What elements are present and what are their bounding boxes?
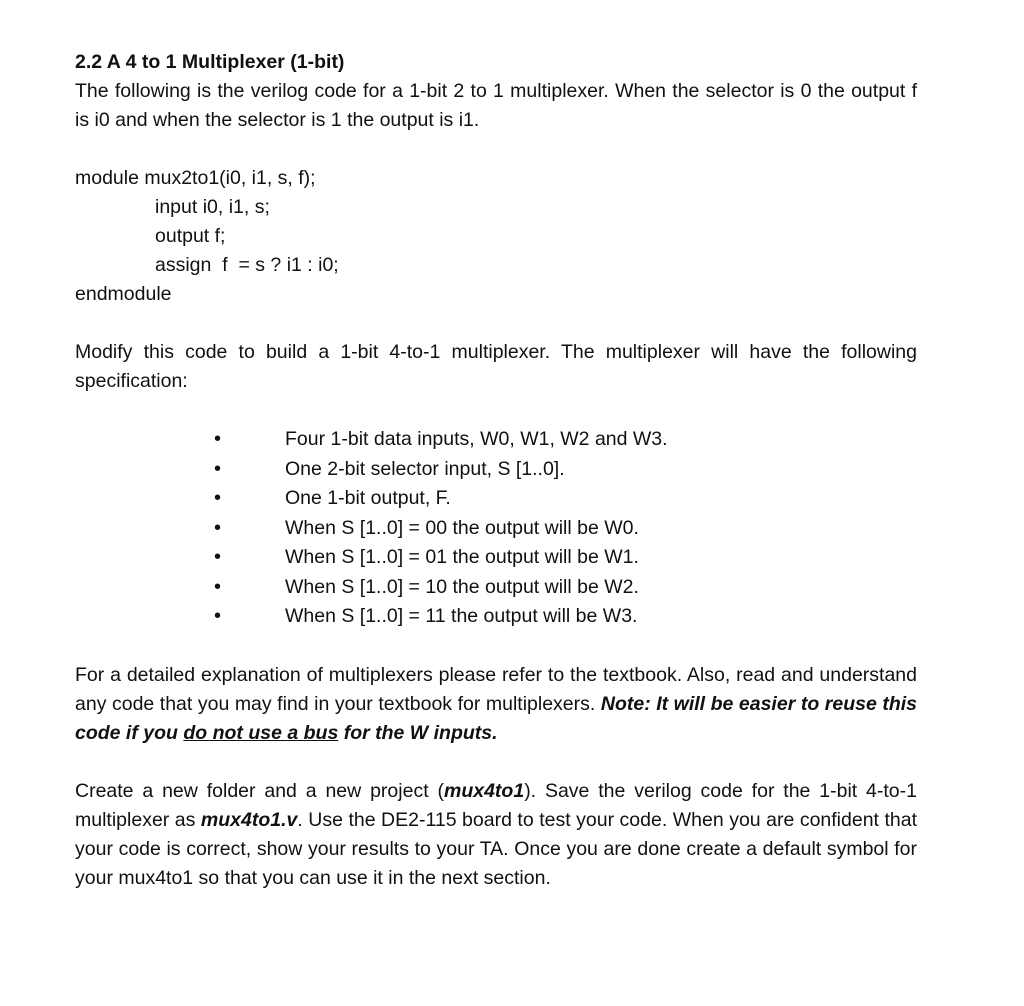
spec-item-text: One 1-bit output, F. bbox=[285, 487, 451, 509]
create-text-3: . Use the DE2-115 board to test your code. When you are confident that your code is correct, show your results to your TA. Once you are done create a default symbol for your mux4to1 so that you can use it in the next section. bbox=[75, 808, 917, 889]
section-heading: 2.2 A 4 to 1 Multiplexer (1-bit) bbox=[75, 51, 345, 73]
spec-item-text: When S [1..0] = 00 the output will be W0. bbox=[285, 516, 639, 539]
create-paragraph bbox=[75, 777, 917, 893]
bullet-icon: • bbox=[214, 516, 222, 539]
spec-item bbox=[75, 455, 917, 485]
code-line-output: output f; bbox=[155, 225, 226, 247]
code-line-endmodule: endmodule bbox=[75, 283, 172, 305]
spec-item bbox=[75, 484, 917, 514]
spec-item-text: When S [1..0] = 10 the output will be W2. bbox=[285, 575, 639, 598]
bullet-icon: • bbox=[214, 428, 222, 450]
spec-item bbox=[75, 514, 917, 544]
note-text: It will be easier to reuse this code if you bbox=[75, 692, 917, 744]
code-line-module: module mux2to1(i0, i1, s, f); bbox=[75, 167, 316, 189]
note-underlined-text: do not use a bus bbox=[183, 721, 339, 744]
bullet-icon: • bbox=[214, 546, 222, 568]
note-label: Note: bbox=[600, 692, 651, 715]
bullet-icon: • bbox=[214, 605, 222, 627]
spec-item-text: When S [1..0] = 01 the output will be W1. bbox=[285, 546, 639, 568]
spec-item-text: When S [1..0] = 11 the output will be W3. bbox=[285, 605, 638, 627]
modify-paragraph: Modify this code to build a 1-bit 4-to-1 multiplexer. The multiplexer will have the following specification: bbox=[75, 341, 917, 392]
code-line-input: input i0, i1, s; bbox=[155, 196, 270, 218]
verilog-code-block bbox=[75, 164, 917, 309]
bullet-icon: • bbox=[214, 487, 222, 509]
spec-item bbox=[75, 425, 917, 455]
spec-item bbox=[75, 543, 917, 573]
create-text-1: Create a new folder and a new project ( bbox=[75, 779, 444, 802]
document-content bbox=[75, 48, 917, 893]
code-line-assign: assign f = s ? i1 : i0; bbox=[155, 254, 339, 276]
note-text-end: for the W inputs. bbox=[338, 721, 498, 744]
intro-paragraph: The following is the verilog code for a 1-bit 2 to 1 multiplexer. When the selector is 0 the output f is i0 and when the selector is 1 the output is i1. bbox=[75, 80, 917, 131]
bullet-icon: • bbox=[214, 575, 222, 598]
create-text-2: ). Save the verilog code for the 1-bit 4-to-1 multiplexer as bbox=[75, 779, 917, 831]
project-name: mux4to1 bbox=[443, 779, 525, 802]
bullet-icon: • bbox=[214, 457, 222, 480]
explanation-text: For a detailed explanation of multiplexers please refer to the textbook. Also, read and understand any code that you may find in your textbook for multiplexers. bbox=[75, 663, 917, 715]
specification-list bbox=[75, 425, 917, 632]
spec-item bbox=[75, 573, 917, 603]
spec-item-text: Four 1-bit data inputs, W0, W1, W2 and W3. bbox=[285, 428, 668, 450]
spec-item bbox=[75, 602, 917, 632]
explanation-paragraph bbox=[75, 661, 917, 748]
spec-item-text: One 2-bit selector input, S [1..0]. bbox=[285, 457, 565, 480]
file-name: mux4to1.v bbox=[200, 808, 298, 831]
